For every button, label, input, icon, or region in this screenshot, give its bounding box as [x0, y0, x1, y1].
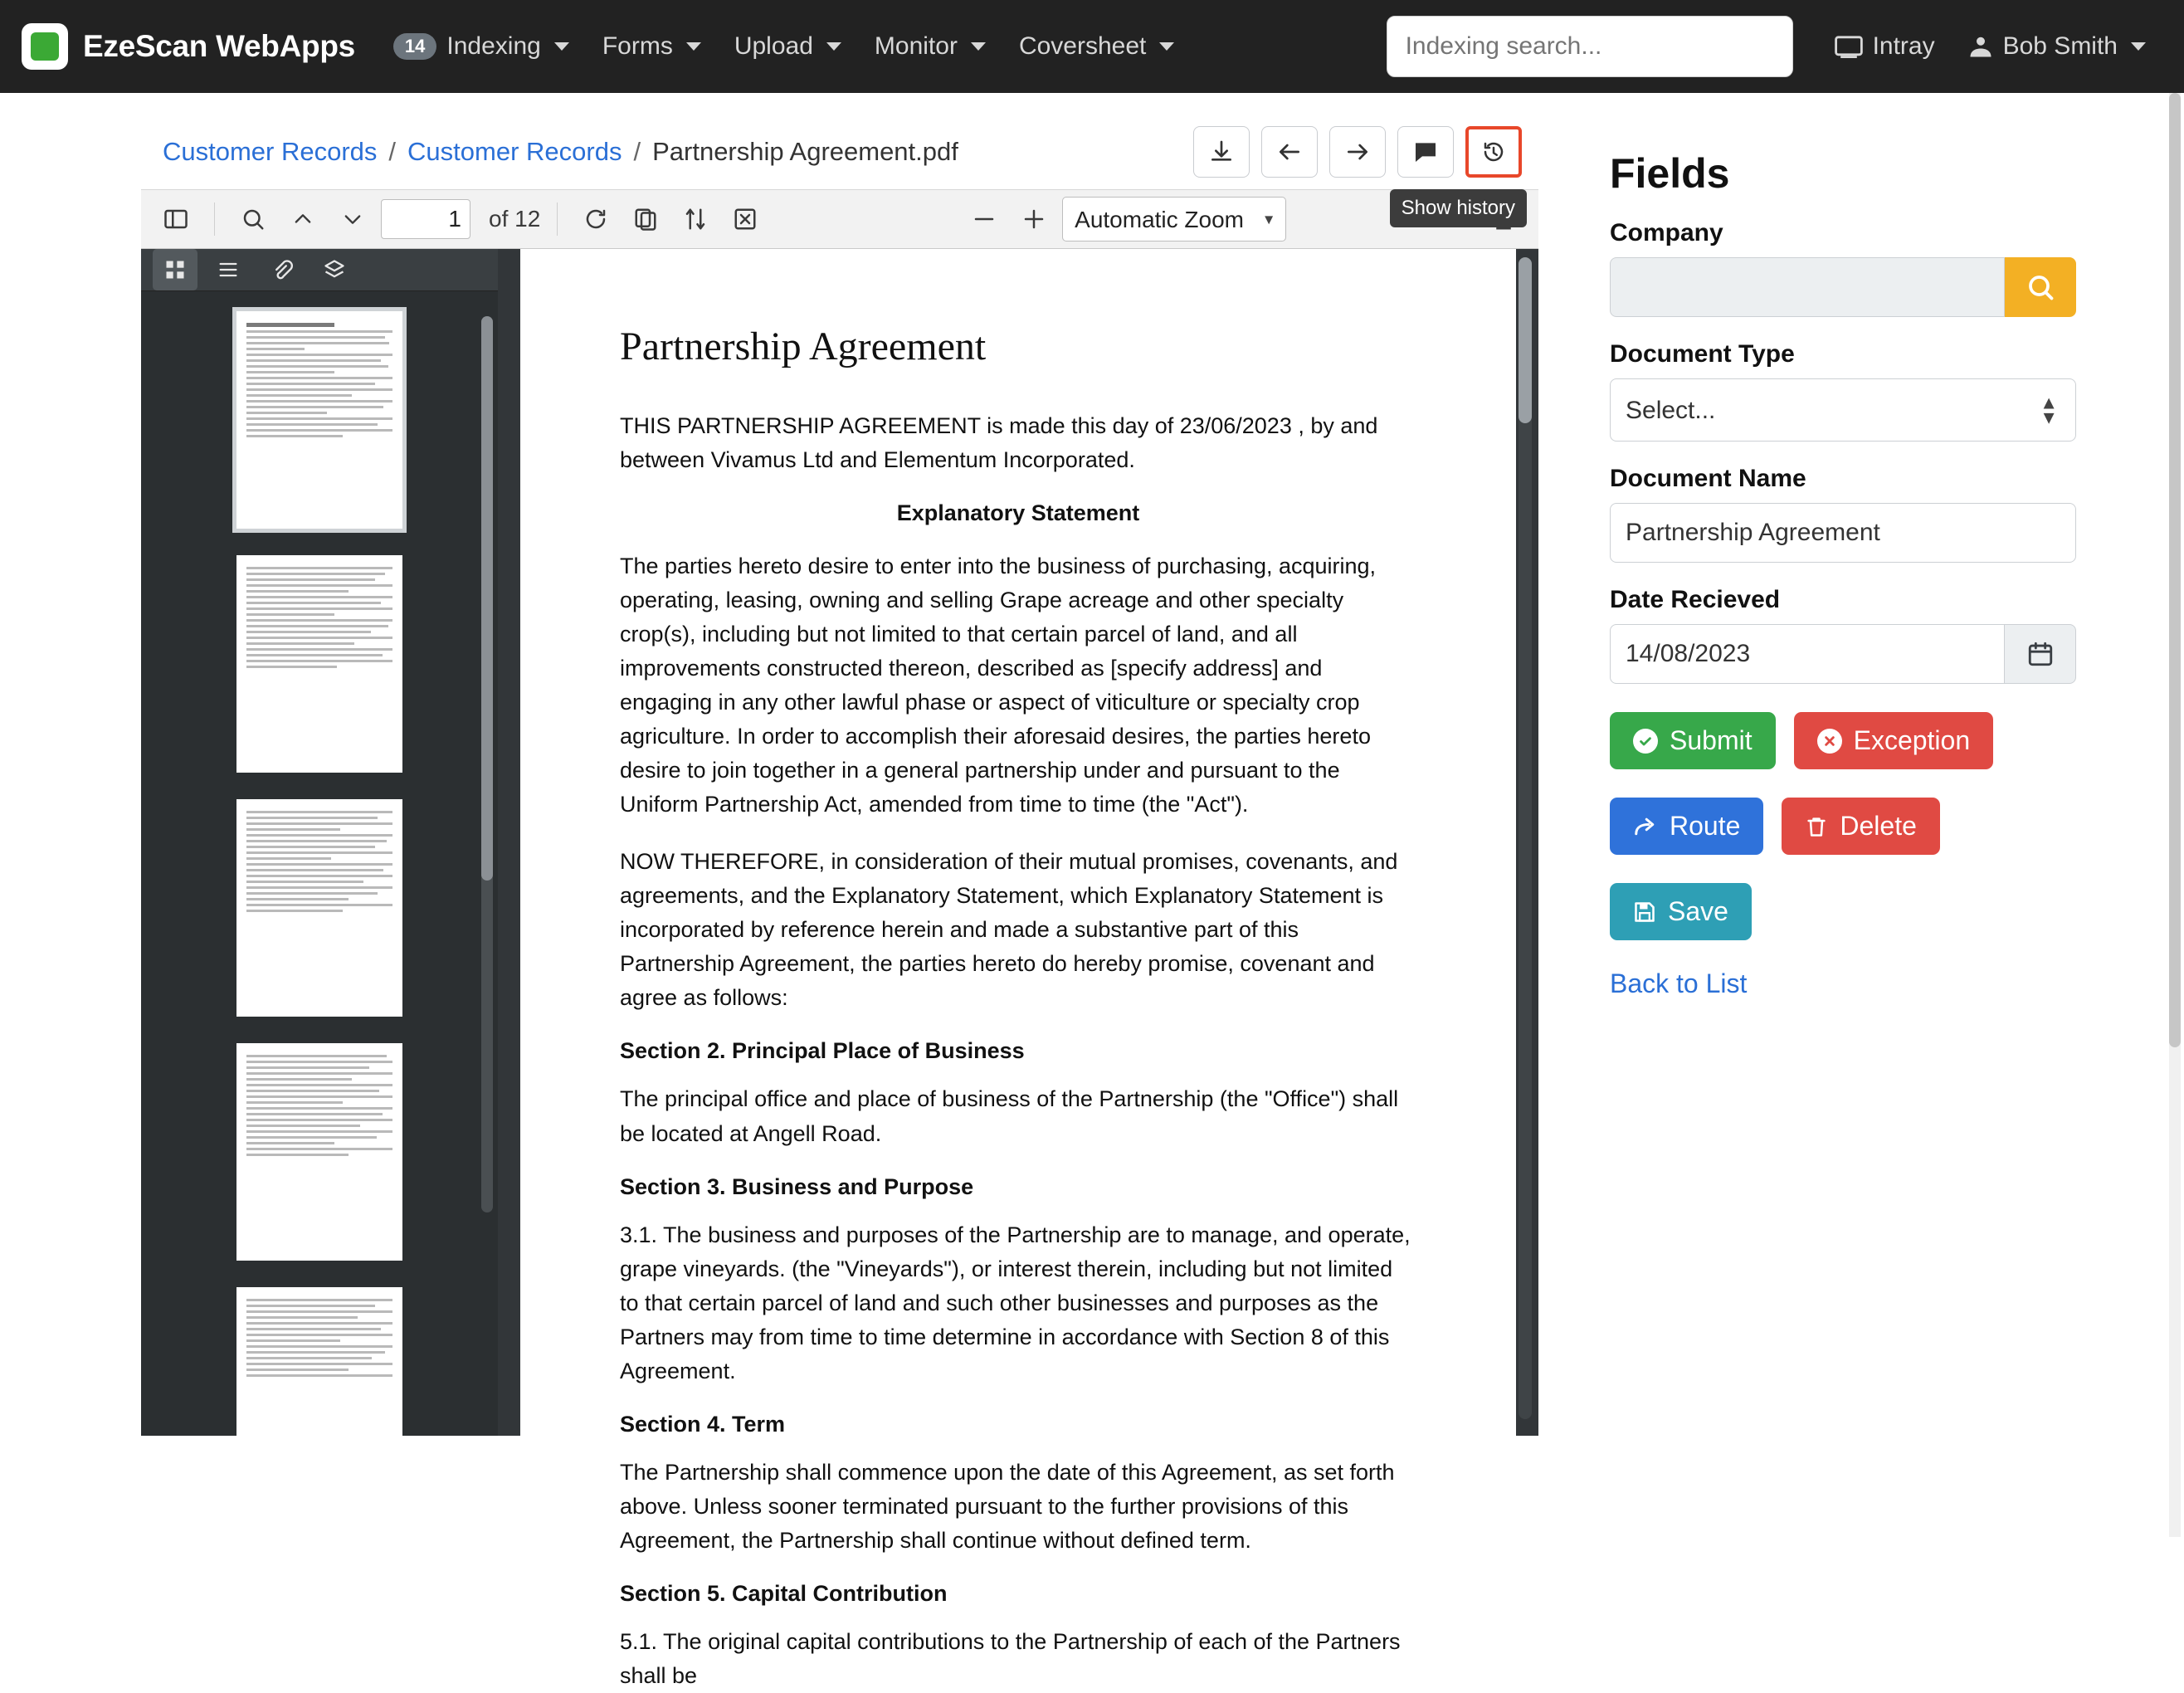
document-section-heading: Section 3. Business and Purpose — [620, 1173, 974, 1199]
thumbnail-scrollbar[interactable] — [481, 316, 493, 1212]
copy-page-icon[interactable] — [624, 198, 667, 241]
fields-panel-title: Fields — [1610, 150, 1730, 197]
thumbnail-scrollbar-thumb[interactable] — [481, 316, 493, 881]
pdf-toolbar — [141, 189, 1538, 249]
document-paragraph: The principal office and place of business of the Partnership (the "Office") shall be located at Angell Road. — [620, 1086, 1399, 1146]
thumbnail-page-2[interactable] — [236, 555, 402, 773]
breadcrumb-current-file: Partnership Agreement.pdf — [652, 137, 958, 166]
document-section-heading: Section 4. Term — [620, 1411, 786, 1437]
chevron-down-icon — [1159, 42, 1174, 51]
field-document-name — [1610, 465, 2076, 563]
thumbnail-content — [236, 311, 402, 449]
thumbnail-content — [236, 1043, 402, 1168]
top-navbar — [0, 0, 2184, 93]
calendar-icon[interactable] — [2005, 624, 2076, 684]
document-name-label: Document Name — [1610, 465, 1806, 492]
document-title: Partnership Agreement — [620, 324, 987, 368]
company-input-group — [1610, 257, 2076, 317]
indexing-badge: 14 — [393, 33, 436, 60]
document-subheading: Explanatory Statement — [896, 500, 1140, 526]
nav-item-forms[interactable] — [586, 24, 718, 69]
route-button[interactable] — [1610, 798, 1763, 855]
chevron-down-icon — [971, 42, 986, 51]
document-type-label: Document Type — [1610, 340, 1795, 368]
document-scrollbar-thumb[interactable] — [1519, 257, 1532, 423]
share-arrow-icon — [1633, 814, 1658, 839]
trash-icon — [1805, 815, 1828, 838]
thumbnail-content — [236, 799, 402, 924]
page-scrollbar-thumb[interactable] — [2169, 93, 2181, 1047]
zoom-select[interactable] — [1062, 197, 1286, 242]
fields-panel — [1560, 93, 2184, 1537]
check-circle-icon — [1633, 729, 1658, 754]
document-paragraph: The parties hereto desire to enter into the business of purchasing, acquiring, operating, leasing, owning and selling Grape acreage and other specialty crop(s), including but not limited to that certain parcel of land, and all improvements constructed thereon, described as [specify address] and engaging in any other lawful phase or aspect of viticulture or specialty crop agriculture. In order to accomplish their aforesaid desires, the parties hereto desire to join together in a general partnership under and pursuant to the Uniform Partnership Act, amended from time to time (the "Act"). — [620, 554, 1377, 817]
tab-thumbnails-icon[interactable] — [153, 249, 197, 290]
navbar-right — [1818, 24, 2162, 69]
download-button[interactable] — [1193, 126, 1250, 178]
nav-item-upload[interactable] — [718, 24, 858, 69]
intray-label: Intray — [1872, 32, 1935, 60]
nav-item-monitor[interactable] — [858, 24, 1002, 69]
pdf-viewer — [141, 249, 1538, 1688]
document-section-heading: Section 2. Principal Place of Business — [620, 1038, 1025, 1064]
toolbar-divider — [557, 202, 558, 236]
date-received-label: Date Recieved — [1610, 586, 1781, 613]
document-paragraph: 3.1. The business and purposes of the Partnership are to manage, and operate, grape vineyards. (the "Vineyards"), or interest therein, including but not limited to that certain parcel of land and such other businesses and purposes as the Partners may from time to time determine in accordance with Section 8 of this Agreement. — [620, 1222, 1411, 1383]
breadcrumb-link-2[interactable]: Customer Records — [407, 137, 622, 166]
thumbnail-content — [236, 1287, 402, 1388]
nav-item-forms-label: Forms — [602, 32, 673, 60]
nav-item-intray[interactable] — [1818, 24, 1952, 69]
user-name-label: Bob Smith — [2002, 32, 2118, 60]
toggle-sidebar-icon[interactable] — [154, 198, 197, 241]
document-section-heading: Section 5. Capital Contribution — [620, 1580, 948, 1606]
previous-document-button[interactable] — [1261, 126, 1318, 178]
thumbnail-sidebar-tabs — [141, 249, 498, 291]
floppy-disk-icon — [1633, 900, 1656, 924]
chevron-down-icon — [686, 42, 701, 51]
page-body — [0, 93, 2184, 1688]
user-icon — [1968, 34, 1993, 59]
document-page — [520, 249, 1516, 1688]
notes-button[interactable] — [1397, 126, 1454, 178]
document-canvas — [498, 249, 1538, 1688]
date-received-input[interactable] — [1610, 624, 2005, 684]
show-history-tooltip: Show history — [1390, 189, 1527, 227]
nav-item-monitor-label: Monitor — [874, 32, 958, 60]
thumbnail-page-3[interactable] — [236, 799, 402, 1017]
document-type-select[interactable] — [1610, 378, 2076, 442]
next-document-button[interactable] — [1329, 126, 1386, 178]
page-scrollbar[interactable] — [2169, 93, 2181, 1537]
intray-icon — [1835, 35, 1863, 58]
back-to-list-link[interactable]: Back to List — [1610, 968, 1748, 998]
breadcrumb-actions — [1193, 126, 1522, 219]
document-scrollbar[interactable] — [1519, 257, 1532, 1419]
export-excel-icon[interactable] — [724, 198, 767, 241]
delete-button-label: Delete — [1840, 811, 1917, 841]
search-icon[interactable] — [232, 198, 275, 241]
nav-item-upload-label: Upload — [734, 32, 813, 60]
document-paragraph: NOW THEREFORE, in consideration of their mutual promises, covenants, and agreements, and the Explanatory Statement, which Explanatory Statement is incorporated by reference herein and made a substantive part of this Partnership Agreement, the parties hereto do hereby promise, covenant and agree as follows: — [620, 849, 1398, 1011]
route-button-label: Route — [1670, 811, 1741, 841]
chevron-down-icon — [826, 42, 841, 51]
breadcrumb-separator: / — [633, 137, 641, 166]
exception-button-label: Exception — [1853, 725, 1971, 755]
nav-item-coversheet-label: Coversheet — [1018, 32, 1147, 60]
tab-outline-icon[interactable] — [206, 249, 251, 290]
document-paragraph: The Partnership shall commence upon the date of this Agreement, as set forth above. Unless sooner terminated pursuant to the further provisions of this Agreement, the Partnership shall continue without defined term. — [620, 1459, 1395, 1553]
save-button[interactable] — [1610, 883, 1752, 940]
nav-item-user[interactable] — [1952, 24, 2162, 69]
next-page-icon[interactable] — [331, 198, 374, 241]
up-down-chevron-icon: ▲ ▼ — [2040, 392, 2058, 427]
document-paragraph: THIS PARTNERSHIP AGREEMENT is made this day of 23/06/2023 , by and between Vivamus Ltd and Elementum Incorporated. — [620, 413, 1378, 473]
submit-button-label: Submit — [1670, 725, 1753, 755]
thumbnail-list[interactable] — [141, 291, 498, 1505]
save-button-label: Save — [1668, 896, 1728, 926]
secondary-action-row — [1610, 798, 2076, 855]
field-document-type — [1610, 340, 2076, 442]
zoom-in-icon[interactable] — [1012, 198, 1055, 241]
document-name-input[interactable] — [1610, 503, 2076, 563]
rotate-icon[interactable] — [574, 198, 617, 241]
field-date-received — [1610, 586, 2076, 684]
breadcrumb-separator: / — [388, 137, 397, 166]
app-logo-icon — [22, 23, 68, 70]
company-lookup-button[interactable] — [2005, 257, 2076, 317]
thumbnail-page-5[interactable] — [236, 1287, 402, 1505]
document-viewer-pane — [0, 93, 1560, 1688]
thumbnail-sidebar — [141, 249, 498, 1436]
nav-item-indexing-label: Indexing — [446, 32, 541, 60]
zoom-select-wrapper — [1062, 197, 1286, 242]
document-paragraph: 5.1. The original capital contributions to the Partnership of each of the Partners shall be — [620, 1628, 1401, 1688]
brand-title: EzeScan WebApps — [83, 29, 355, 63]
chevron-down-icon: ▾ — [1265, 210, 1274, 229]
delete-button[interactable] — [1782, 798, 1940, 855]
page-number-input[interactable] — [381, 199, 470, 239]
thumbnail-content — [236, 555, 402, 680]
submit-button[interactable] — [1610, 712, 1776, 769]
toolbar-divider — [214, 202, 215, 236]
indexing-search[interactable] — [1387, 16, 1793, 77]
breadcrumb-link-1[interactable]: Customer Records — [163, 137, 378, 166]
zoom-out-icon[interactable] — [963, 198, 1006, 241]
times-circle-icon — [1817, 729, 1842, 754]
page-total-label: of 12 — [489, 206, 541, 232]
document-type-select-wrapper — [1610, 378, 2076, 442]
tab-layers-icon[interactable] — [312, 249, 357, 290]
brand[interactable] — [22, 23, 355, 70]
primary-action-row — [1610, 712, 2076, 769]
chevron-down-icon — [2131, 42, 2146, 51]
date-received-input-group — [1610, 624, 2076, 684]
field-company — [1610, 219, 2076, 317]
company-input[interactable] — [1610, 257, 2005, 317]
company-label: Company — [1610, 219, 1723, 246]
search-input[interactable] — [1387, 16, 1793, 77]
previous-page-icon[interactable] — [281, 198, 324, 241]
nav-item-indexing[interactable] — [377, 24, 586, 69]
show-history-button[interactable] — [1465, 126, 1522, 178]
reorder-pages-icon[interactable] — [674, 198, 717, 241]
nav-item-coversheet[interactable] — [1002, 24, 1191, 69]
exception-button[interactable] — [1794, 712, 1994, 769]
save-action-row — [1610, 883, 2076, 940]
thumbnail-page-1[interactable] — [236, 311, 402, 529]
chevron-down-icon — [554, 42, 569, 51]
thumbnail-page-4[interactable] — [236, 1043, 402, 1261]
tab-attachments-icon[interactable] — [259, 249, 304, 290]
